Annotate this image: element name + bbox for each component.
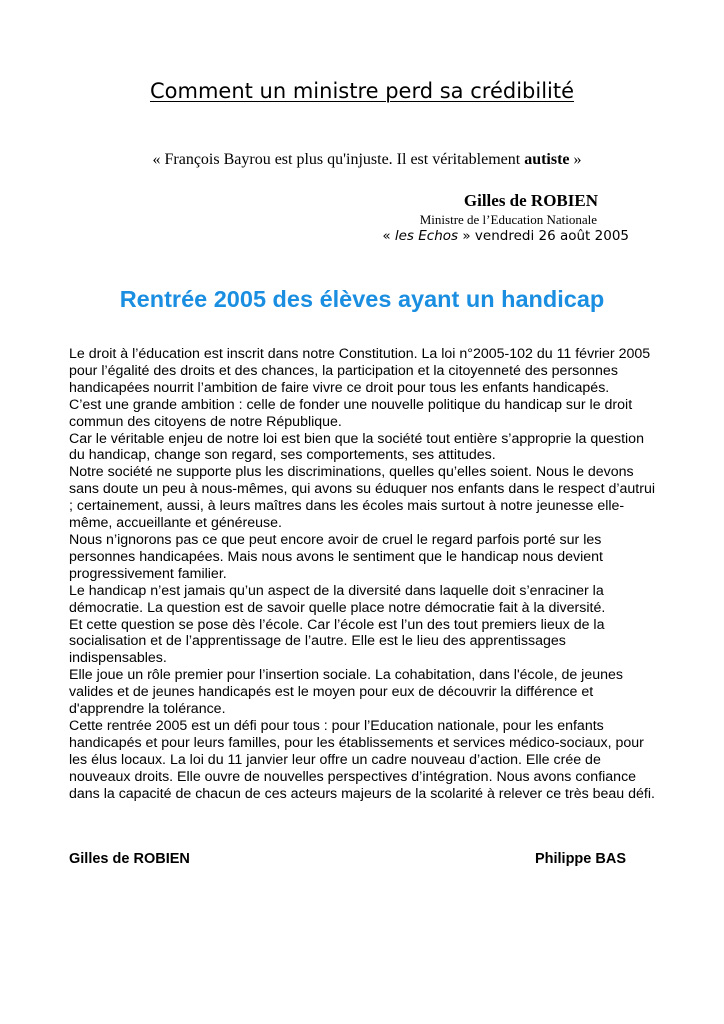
paragraph: Nous n’ignorons pas ce que peut encore avoir de cruel le regard parfois porté sur les personnes handicapées. Mais nous avons le sentiment que le handicap nous devient progressivement familier. xyxy=(69,531,603,582)
quote-author-name: Gilles de ROBIEN xyxy=(463,191,598,210)
source-open-mark: « xyxy=(382,228,395,244)
paragraph: Le handicap n’est jamais qu’un aspect de la diversité dans laquelle doit s’enraciner la démocratie. La question est de savoir quelle place notre démocratie fait à la diversité. xyxy=(69,582,606,616)
quote-author-role: Ministre de l’Education Nationale xyxy=(419,212,597,227)
source-publication: les Echos xyxy=(394,228,459,244)
page-title: Comment un ministre perd sa crédibilité xyxy=(149,79,575,103)
paragraph: Le droit à l’éducation est inscrit dans notre Constitution. La loi n°2005-102 du 11 février 2005 pour l’égalité des droits et des chances, la participation et la citoyenneté des personnes handicapées nourrit l’ambition de faire vivre ce droit pour tous les enfants handicapés. xyxy=(69,346,651,396)
quote-emphasis: autiste xyxy=(524,151,570,168)
paragraph: Cette rentrée 2005 est un défi pour tous : pour l’Education nationale, pour les enfants handicapés et pour leurs familles, pour les établissements et services médico-sociaux, pour les élus locaux. La loi du 11 janvier leur offre un cadre nouveau d’action. Elle crée de nouveaux droits. Elle ouvre de nouvelles perspectives d’intégration. Nous avons confiance dans la capacité de chacun de ces acteurs majeurs de la scolarité à relever ce très beau défi. xyxy=(69,717,655,802)
quote-open-mark: « xyxy=(152,151,165,168)
paragraph: Et cette question se pose dès l’école. Car l’école est l’un des tout premiers lieux de la socialisation et de l’apprentissage de l’autre. Elle est le lieu des apprentissages indispensables. xyxy=(69,616,605,667)
article-body xyxy=(69,346,659,802)
signatures xyxy=(69,851,626,867)
paragraph: Elle joue un rôle premier pour l’insertion sociale. La cohabitation, dans l'école, de jeunes valides et de jeunes handicapés est le moyen pour eux de découvrir la différence et d'apprendre la tolérance. xyxy=(69,667,623,718)
source-date: » vendredi 26 août 2005 xyxy=(458,228,629,244)
quote-close-mark: » xyxy=(569,151,582,168)
quote-text: François Bayrou est plus qu'injuste. Il est véritablement xyxy=(164,151,525,168)
paragraph: C’est une grande ambition : celle de fonder une nouvelle politique du handicap sur le droit commun des citoyens de notre République. xyxy=(69,396,633,430)
signature-left: Gilles de ROBIEN xyxy=(69,851,190,867)
section-title: Rentrée 2005 des élèves ayant un handicap xyxy=(119,286,605,312)
quote xyxy=(0,151,724,169)
paragraph: Notre société ne supporte plus les discriminations, quelles qu’elles soient. Nous le devons sans doute un peu à nous-mêmes, qui avons su éduquer nos enfants dans le respect d’autrui ; certainement, aussi, à leurs maîtres dans les écoles mais surtout à notre jeunesse elle-même, accueillante et généreuse. xyxy=(69,464,656,532)
signature-right: Philippe BAS xyxy=(534,851,626,867)
paragraph: Car le véritable enjeu de notre loi est bien que la société tout entière s’approprie la question du handicap, change son regard, ses comportements, ses attitudes. xyxy=(69,430,644,464)
quote-source xyxy=(382,228,629,244)
